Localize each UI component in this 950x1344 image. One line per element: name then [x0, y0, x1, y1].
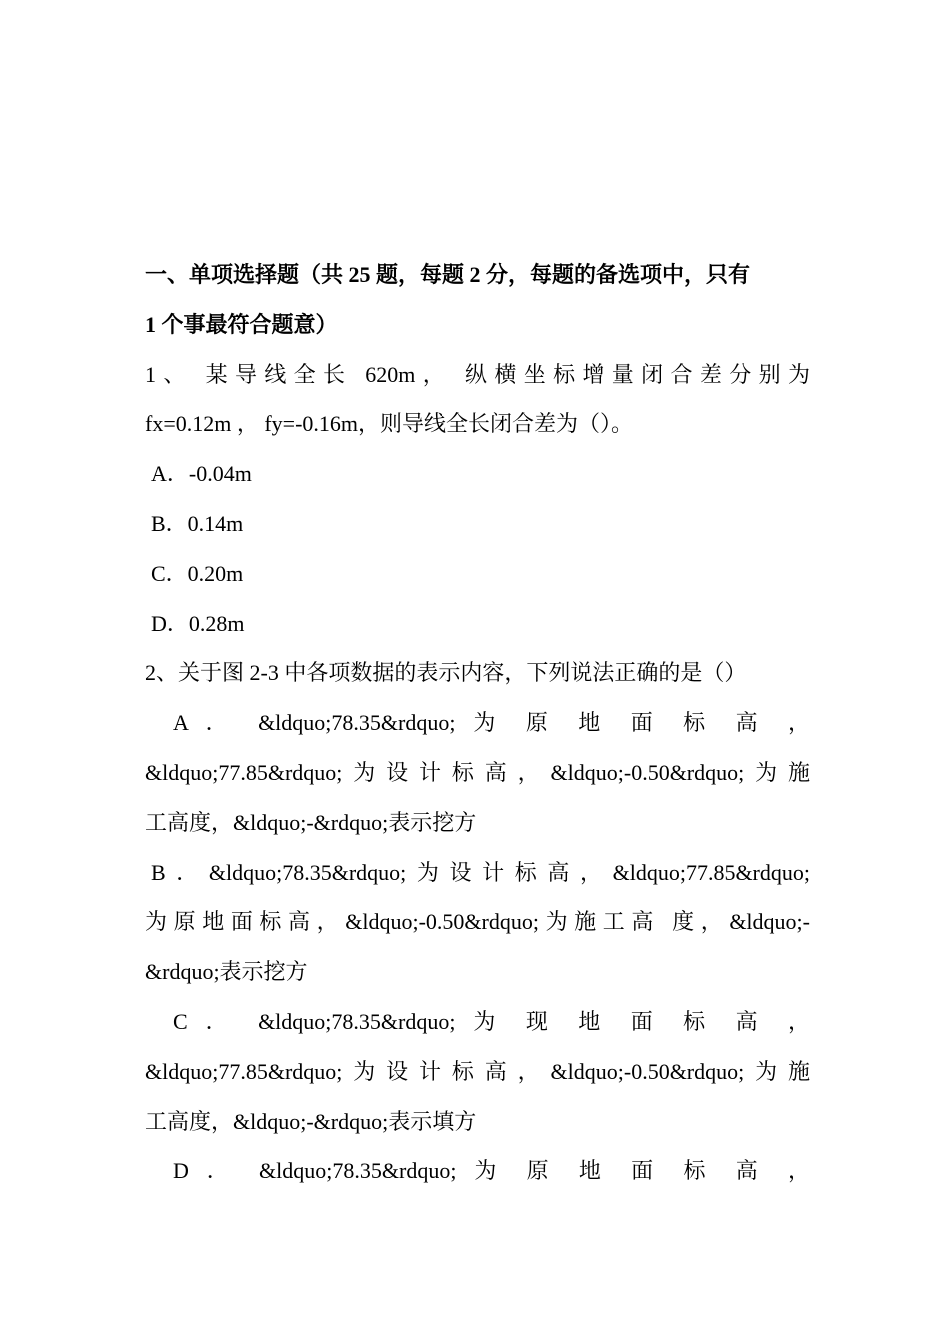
question-1-option-b: B．0.14m	[151, 510, 244, 536]
question-2-stem: 2、关于图 2-3 中各项数据的表示内容，下列说法正确的是（）	[145, 660, 747, 686]
question-2-option-c: C ． &ldquo;78.35&rdquo; 为 现 地 面 标 高 ，	[173, 1008, 810, 1034]
document-page	[145, 250, 810, 1196]
question-2-option-b: B．&ldquo;78.35&rdquo;为设计标高，&ldquo;77.85&rdquo;	[151, 859, 810, 885]
question-2-option-a: A ． &ldquo;78.35&rdquo; 为 原 地 面 标 高 ，	[173, 710, 810, 736]
section-heading-continued: 1 个事最符合题意）	[145, 311, 338, 337]
question-2-option-a-line3: 工高度，&ldquo;-&rdquo;表示挖方	[145, 809, 477, 835]
question-2-option-b-line3: &rdquo;表示挖方	[145, 959, 308, 985]
question-1-option-a: A．-0.04m	[151, 461, 252, 487]
section-heading: 一、单项选择题（共 25 题，每题 2 分，每题的备选项中，只有	[145, 262, 751, 287]
question-2-option-c-line2: &ldquo;77.85&rdquo;为设计标高，&ldquo;-0.50&rdquo;为施	[145, 1058, 810, 1084]
question-2-option-c-line3: 工高度，&ldquo;-&rdquo;表示填方	[145, 1108, 477, 1134]
question-1-option-c: C．0.20m	[151, 560, 244, 586]
question-1-stem-continued: fx=0.12m ， fy=-0.16m，则导线全长闭合差为（）。	[145, 411, 634, 437]
question-2-option-b-line2: 为原地面标高，&ldquo;-0.50&rdquo;为施工高 度，&ldquo;-	[145, 909, 810, 935]
question-1-option-d: D．0.28m	[151, 610, 245, 636]
question-1-stem: 1、 某导线全长 620m， 纵横坐标增量闭合差分别为	[145, 361, 810, 387]
question-2-option-a-line2: &ldquo;77.85&rdquo;为设计标高，&ldquo;-0.50&rdquo;为施	[145, 759, 810, 785]
question-2-option-d: D ． &ldquo;78.35&rdquo; 为 原 地 面 标 高 ，	[173, 1158, 810, 1184]
